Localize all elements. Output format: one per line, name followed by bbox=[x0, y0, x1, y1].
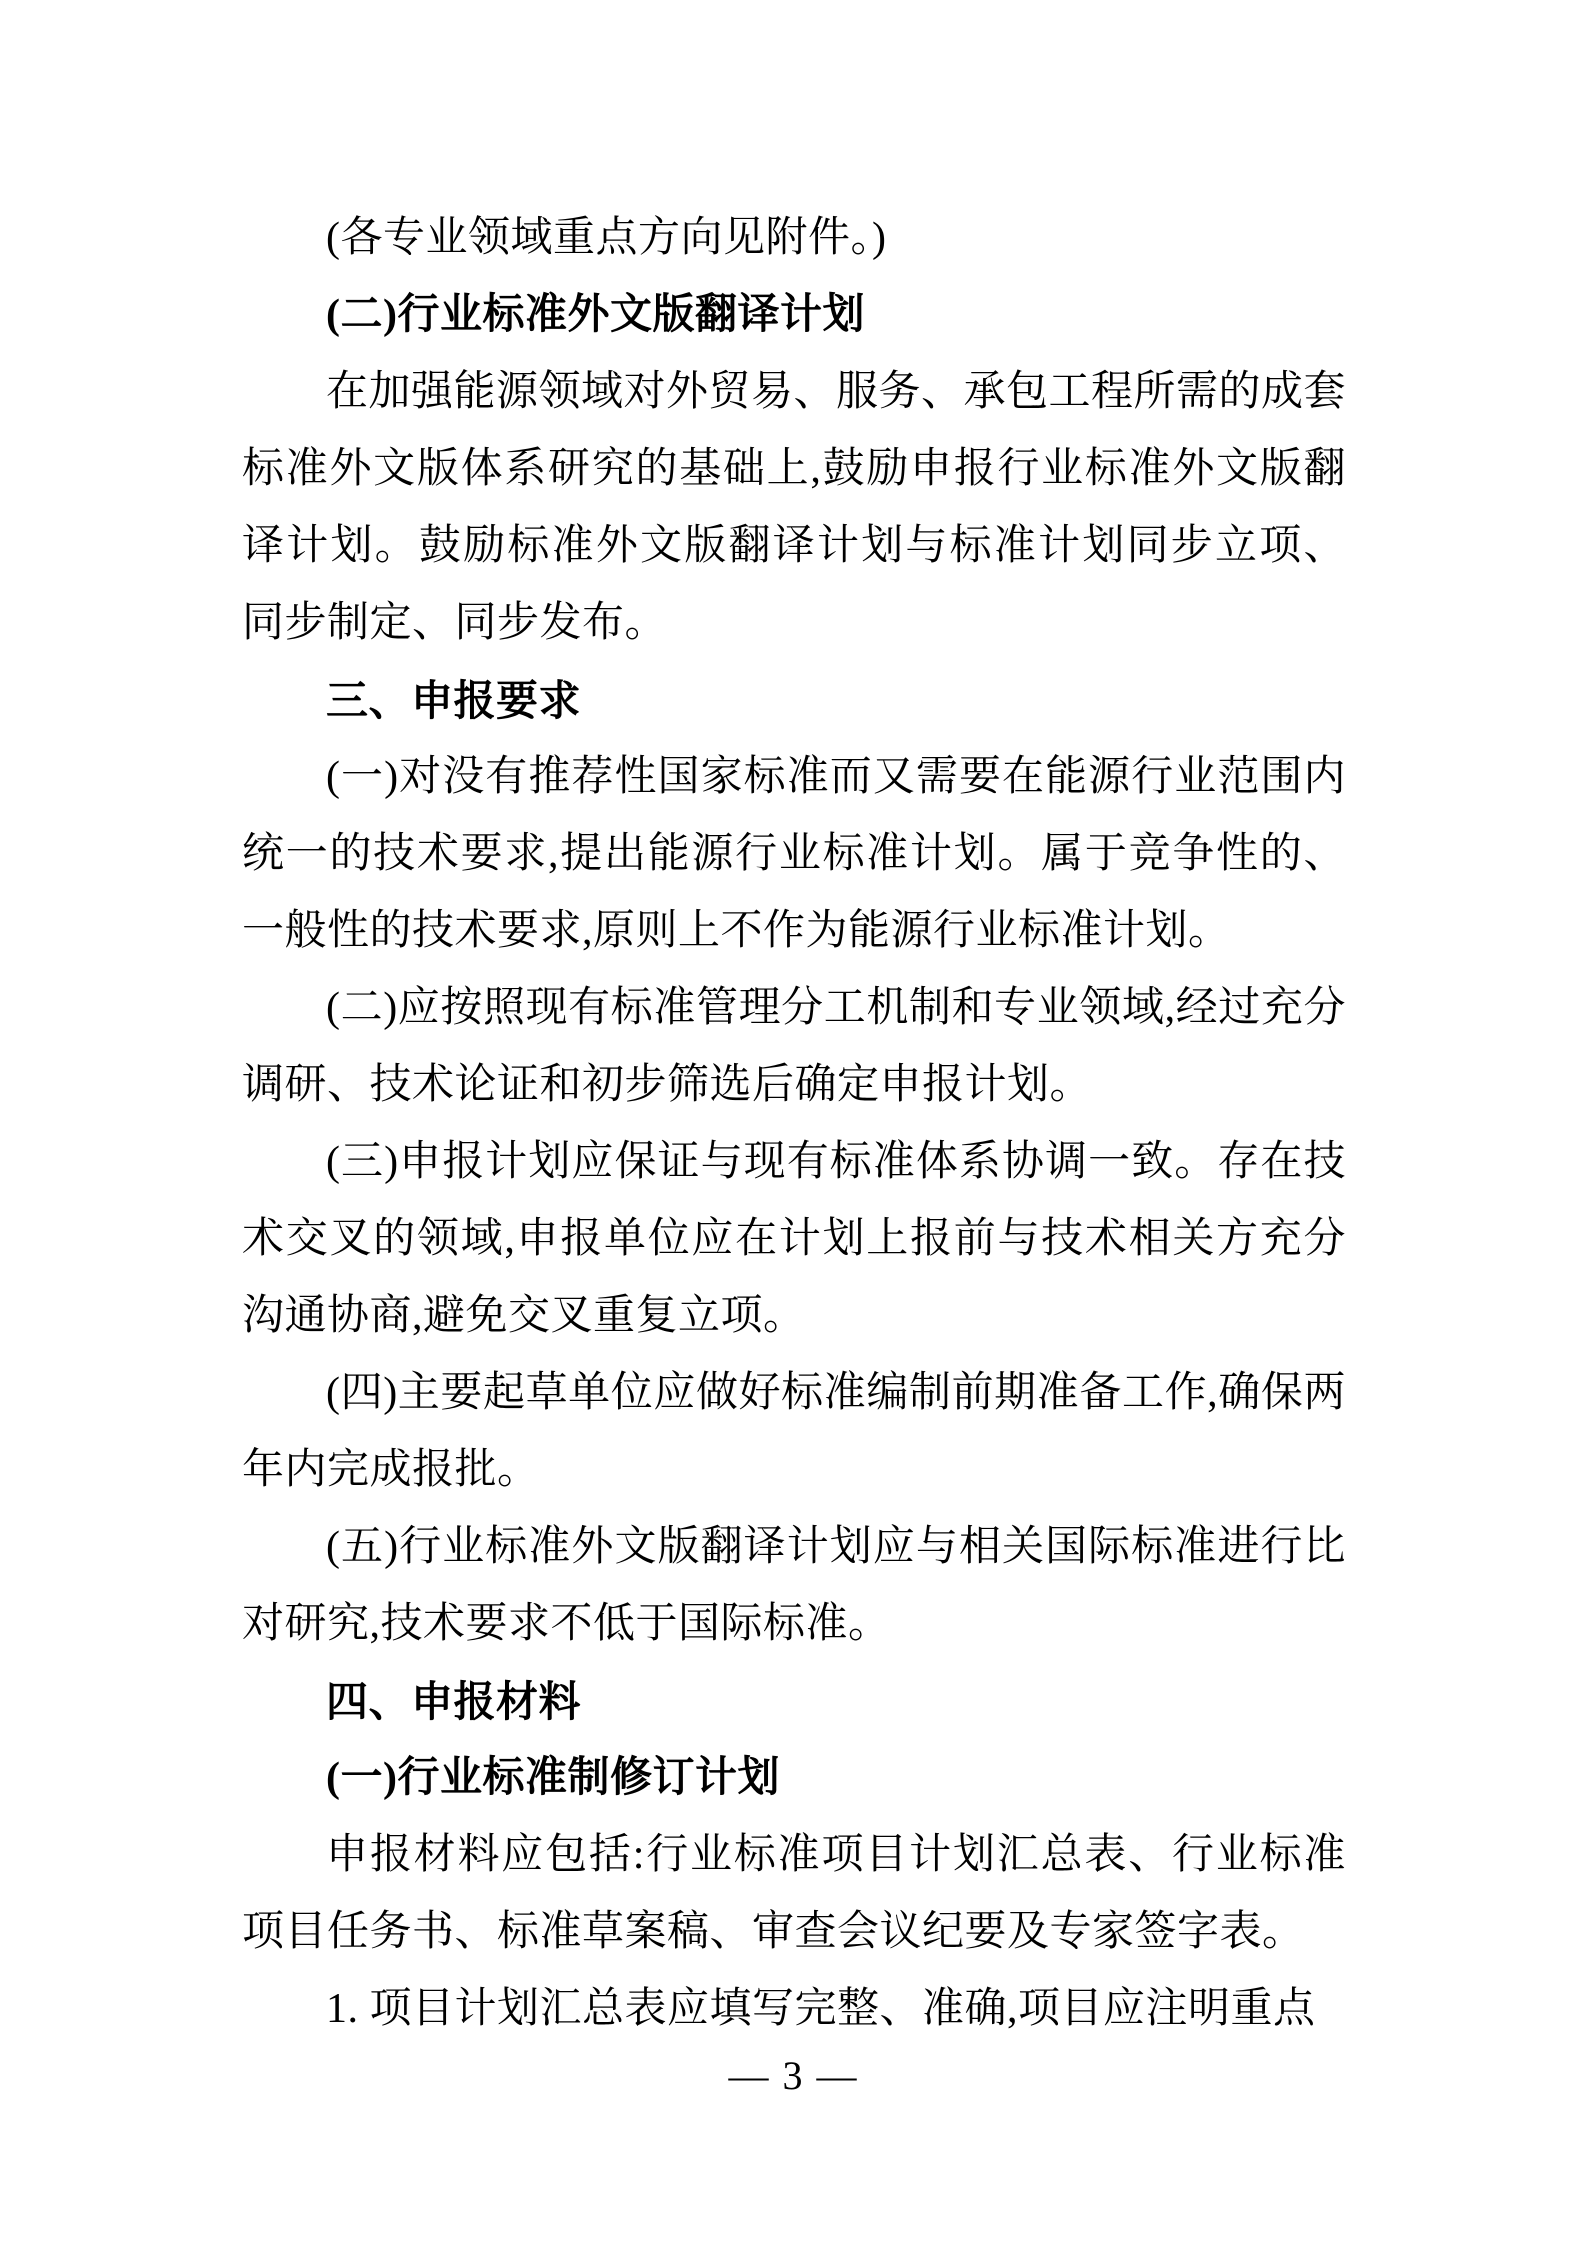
section-heading: 四、申报材料 bbox=[326, 1678, 582, 1725]
paragraph: (四)主要起草单位应做好标准编制前期准备工作,确保两年内完成报批。 bbox=[242, 1370, 1346, 1493]
page-number: — 3 — bbox=[728, 2053, 859, 2098]
subsection-heading: (一)行业标准制修订计划 bbox=[326, 1755, 780, 1801]
section-heading: 三、申报要求 bbox=[326, 677, 582, 724]
paragraph: (各专业领域重点方向见附件。) bbox=[326, 215, 887, 261]
document-body bbox=[242, 200, 1346, 2048]
paragraph: 申报材料应包括:行业标准项目计划汇总表、行业标准项目任务书、标准草案稿、审查会议纪要及专家签字表。 bbox=[242, 1832, 1346, 1955]
paragraph: (五)行业标准外文版翻译计划应与相关国际标准进行比对研究,技术要求不低于国际标准。 bbox=[242, 1524, 1346, 1647]
subsection-heading: (二)行业标准外文版翻译计划 bbox=[326, 292, 865, 338]
paragraph: 1. 项目计划汇总表应填写完整、准确,项目应注明重点 bbox=[326, 1986, 1316, 2032]
paragraph: 在加强能源领域对外贸易、服务、承包工程所需的成套标准外文版体系研究的基础上,鼓励申报行业标准外文版翻译计划。鼓励标准外文版翻译计划与标准计划同步立项、同步制定、同步发布。 bbox=[242, 369, 1347, 646]
paragraph: (一)对没有推荐性国家标准而又需要在能源行业范围内统一的技术要求,提出能源行业标准计划。属于竞争性的、一般性的技术要求,原则上不作为能源行业标准计划。 bbox=[242, 754, 1346, 954]
paragraph: (二)应按照现有标准管理分工机制和专业领域,经过充分调研、技术论证和初步筛选后确定申报计划。 bbox=[242, 985, 1346, 1108]
paragraph: (三)申报计划应保证与现有标准体系协调一致。存在技术交叉的领域,申报单位应在计划上报前与技术相关方充分沟通协商,避免交叉重复立项。 bbox=[242, 1139, 1346, 1339]
